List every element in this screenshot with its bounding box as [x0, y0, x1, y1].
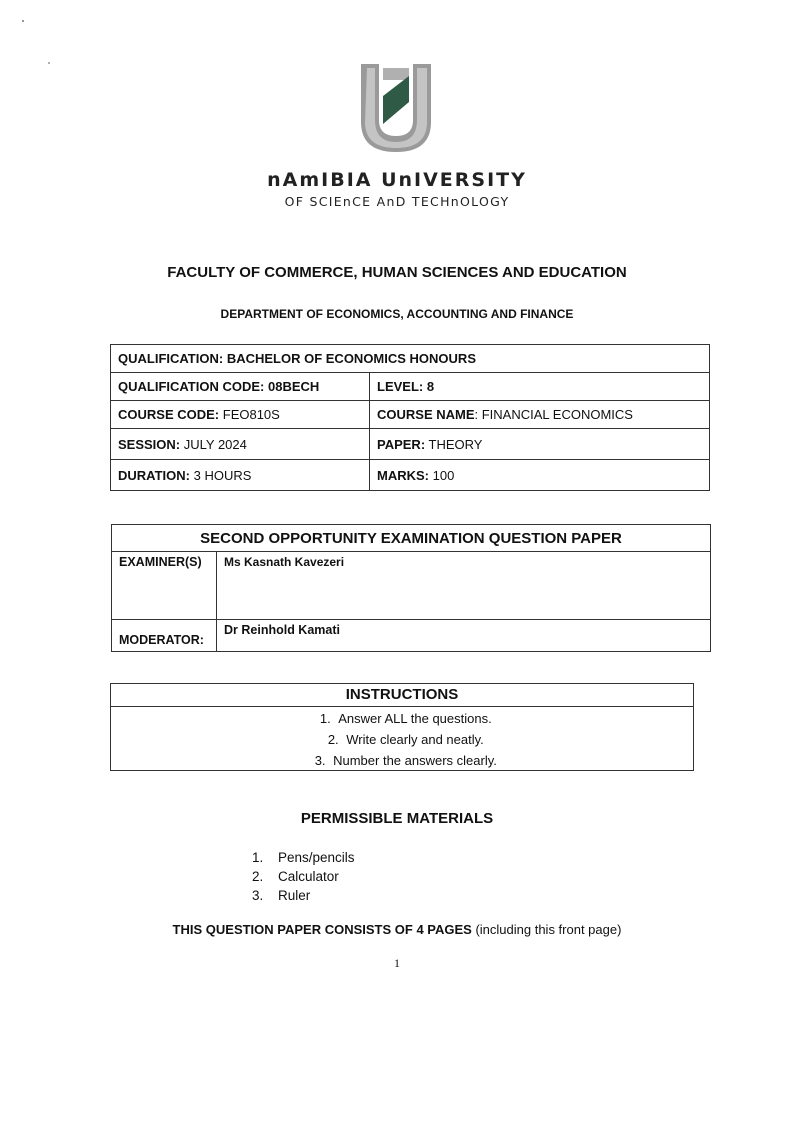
material-text: Pens/pencils: [278, 850, 355, 865]
paper-cell: [370, 429, 710, 460]
list-item: 1. Pens/pencils: [252, 850, 355, 865]
table-row: [112, 620, 711, 652]
table-row: [111, 373, 710, 401]
qualification-code-cell: [111, 373, 370, 401]
list-item: 1. Answer ALL the questions.: [319, 711, 492, 726]
examiner-label: EXAMINER(S): [112, 552, 217, 620]
paper-value: THEORY: [428, 436, 483, 452]
table-row: [111, 345, 710, 373]
scan-speck: [48, 62, 50, 64]
instruction-text: Number the answers clearly.: [333, 753, 497, 768]
duration-value: 3 HOURS: [193, 467, 252, 483]
moderator-label: MODERATOR:: [112, 620, 217, 652]
marks-value: 100: [432, 467, 455, 483]
page-number: 1: [394, 956, 400, 970]
department-heading: DEPARTMENT OF ECONOMICS, ACCOUNTING AND FINANCE: [220, 307, 574, 321]
list-item: 2. Write clearly and neatly.: [327, 732, 484, 747]
moderator-value: Dr Reinhold Kamati: [217, 620, 711, 652]
table-row: [111, 401, 710, 429]
course-code-value: FEO810S: [222, 407, 280, 422]
instruction-text: Write clearly and neatly.: [346, 732, 484, 747]
page-count-note: [0, 922, 794, 937]
page-count-bold: THIS QUESTION PAPER CONSISTS OF 4 PAGES: [172, 922, 472, 937]
session-value: JULY 2024: [183, 436, 247, 452]
university-subname: OF SCIEnCE AnD TECHnOLOGY: [284, 194, 510, 209]
table-row: [112, 552, 711, 620]
marks-cell: [370, 460, 710, 491]
scan-speck: [22, 20, 24, 22]
table-row: [111, 429, 710, 460]
qualification-cell: [111, 345, 710, 373]
exam-paper-title: SECOND OPPORTUNITY EXAMINATION QUESTION PAPER: [112, 525, 711, 552]
instructions-list: [111, 708, 693, 771]
permissible-materials-title: PERMISSIBLE MATERIALS: [300, 810, 494, 827]
instructions-box: [110, 683, 694, 771]
list-item: 2. Calculator: [252, 869, 339, 884]
session-cell: [111, 429, 370, 460]
paper-label: PAPER:: [377, 436, 426, 452]
exam-info-table: [111, 524, 711, 652]
table-row: [112, 525, 711, 552]
qualification-label: QUALIFICATION:: [118, 351, 224, 366]
course-name-cell: [370, 401, 710, 429]
instructions-title: INSTRUCTIONS: [111, 684, 693, 707]
course-name-label: COURSE NAME: [377, 407, 475, 422]
level-cell: [370, 373, 710, 401]
list-item: 3. Ruler: [252, 888, 311, 903]
course-code-cell: [111, 401, 370, 429]
faculty-heading: FACULTY OF COMMERCE, HUMAN SCIENCES AND EDUCATION: [167, 264, 627, 281]
university-logo: [357, 58, 435, 156]
qualification-table: [110, 344, 710, 491]
material-text: Ruler: [278, 888, 311, 903]
material-text: Calculator: [278, 869, 339, 884]
level-value: 8: [426, 379, 435, 394]
session-label: SESSION:: [118, 436, 181, 452]
duration-cell: [111, 460, 370, 491]
university-name: nAmIBIA UnIVERSITY: [267, 169, 527, 191]
marks-label: MARKS:: [377, 467, 429, 483]
list-item: 3. Number the answers clearly.: [314, 753, 497, 768]
permissible-materials-list: [252, 848, 355, 905]
course-name-value: : FINANCIAL ECONOMICS: [474, 407, 633, 422]
duration-label: DURATION:: [118, 467, 190, 483]
qualification-code-label: QUALIFICATION CODE:: [118, 379, 265, 394]
instruction-text: Answer ALL the questions.: [338, 711, 492, 726]
examiner-value: Ms Kasnath Kavezeri: [217, 552, 711, 620]
level-label: LEVEL:: [377, 379, 424, 394]
qualification-value: BACHELOR OF ECONOMICS HONOURS: [226, 351, 476, 366]
course-code-label: COURSE CODE:: [118, 407, 220, 422]
page-count-rest: (including this front page): [471, 922, 622, 937]
table-row: [111, 460, 710, 491]
qualification-code-value: 08BECH: [267, 379, 320, 394]
